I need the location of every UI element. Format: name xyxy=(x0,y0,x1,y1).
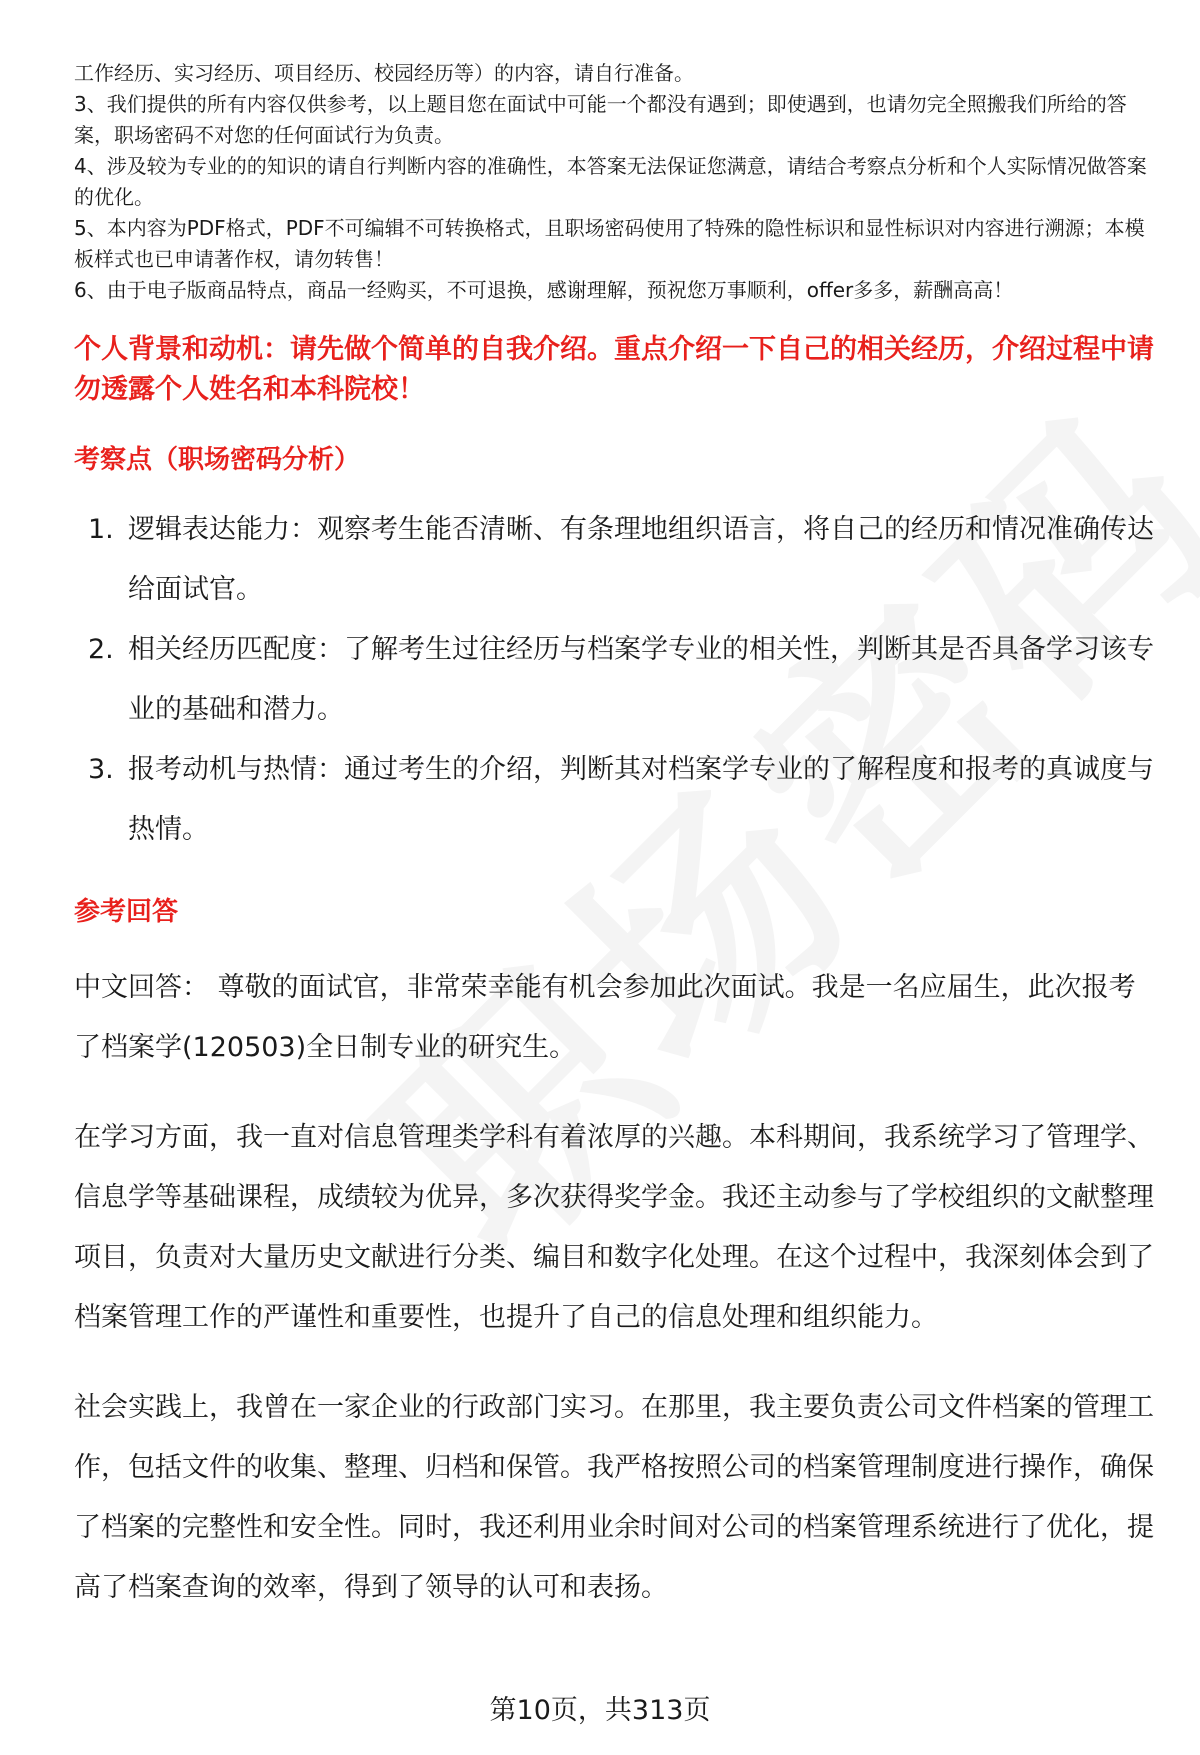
list-item xyxy=(74,500,1154,620)
answer-paragraph: 中文回答： 尊敬的面试官，非常荣幸能有机会参加此次面试。我是一名应届生，此次报考了档案学(120503)全日制专业的研究生。 xyxy=(74,972,1136,1063)
list-number: 3. xyxy=(88,754,114,785)
answer-paragraph: 社会实践上，我曾在一家企业的行政部门实习。在那里，我主要负责公司文件档案的管理工作，包括文件的收集、整理、归档和保管。我严格按照公司的档案管理制度进行操作，确保了档案的完整性和安全性。同时，我还利用业余时间对公司的档案管理系统进行了优化，提高了档案查询的效率，得到了领导的认可和表扬。 xyxy=(74,1392,1154,1603)
notice-line: 5、本内容为PDF格式，PDF不可编辑不可转换格式，且职场密码使用了特殊的隐性标识和显性标识对内容进行溯源；本模板样式也已申请著作权，请勿转售！ xyxy=(74,216,1145,271)
notice-line: 3、我们提供的所有内容仅供参考，以上题目您在面试中可能一个都没有遇到；即使遇到，也请勿完全照搬我们所给的答案，职场密码不对您的任何面试行为负责。 xyxy=(74,92,1127,147)
list-item-text: 报考动机与热情：通过考生的介绍，判断其对档案学专业的了解程度和报考的真诚度与热情。 xyxy=(128,754,1154,845)
reference-answer xyxy=(74,958,1154,1618)
notice-line: 工作经历、实习经历、项目经历、校园经历等）的内容，请自行准备。 xyxy=(74,61,694,85)
assessment-points-list xyxy=(74,500,1154,860)
list-number: 1. xyxy=(88,514,114,545)
notice-block xyxy=(74,58,1154,306)
assessment-points-title: 考察点（职场密码分析） xyxy=(74,445,361,475)
list-item xyxy=(74,740,1154,860)
list-number: 2. xyxy=(88,634,114,665)
notice-line: 4、涉及较为专业的的知识的请自行判断内容的准确性，本答案无法保证您满意，请结合考察点分析和个人实际情况做答案的优化。 xyxy=(74,154,1147,209)
list-item xyxy=(74,620,1154,740)
list-item-text: 逻辑表达能力：观察考生能否清晰、有条理地组织语言，将自己的经历和情况准确传达给面试官。 xyxy=(128,514,1154,605)
list-item-text: 相关经历匹配度：了解考生过往经历与档案学专业的相关性，判断其是否具备学习该专业的基础和潜力。 xyxy=(128,634,1154,725)
notice-line: 6、由于电子版商品特点，商品一经购买，不可退换，感谢理解，预祝您万事顺利，offer多多，薪酬高高！ xyxy=(74,278,1014,302)
interview-question: 个人背景和动机：请先做个简单的自我介绍。重点介绍一下自己的相关经历，介绍过程中请勿透露个人姓名和本科院校！ xyxy=(74,334,1154,405)
page-content xyxy=(74,58,1154,1618)
answer-paragraph: 在学习方面，我一直对信息管理类学科有着浓厚的兴趣。本科期间，我系统学习了管理学、信息学等基础课程，成绩较为优异，多次获得奖学金。我还主动参与了学校组织的文献整理项目，负责对大量历史文献进行分类、编目和数字化处理。在这个过程中，我深刻体会到了档案管理工作的严谨性和重要性，也提升了自己的信息处理和组织能力。 xyxy=(74,1122,1154,1333)
page-number: 第10页，共313页 xyxy=(489,1695,711,1726)
reference-answer-title: 参考回答 xyxy=(74,897,179,927)
